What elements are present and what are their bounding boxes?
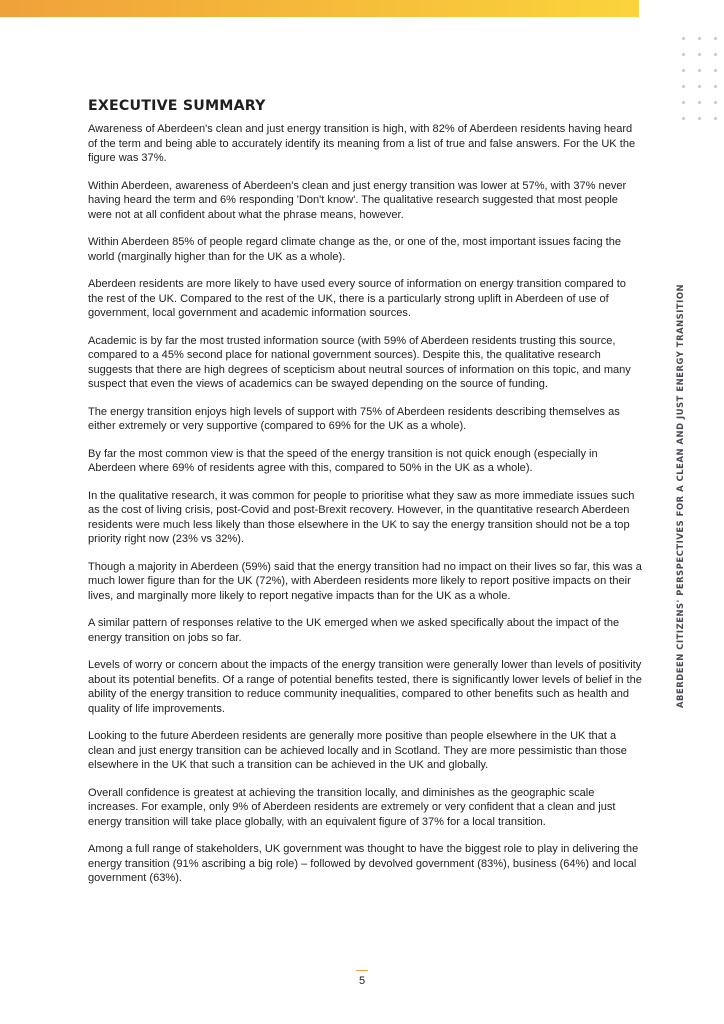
summary-paragraph-9: Though a majority in Aberdeen (59%) said that the energy transition had no impact on their lives so far, this was a much lower figure than for the UK (72%), with Aberdeen residents more likely to report positive impacts on their lives, and marginally more likely to report negative impacts than for the UK as a whole.: [88, 560, 642, 602]
summary-paragraph-11: Levels of worry or concern about the impacts of the energy transition were generally lower than levels of positivity about its potential benefits. Of a range of potential benefits tested, there is significantly lower levels of belief in the ability of the energy transition to reduce community inequalities, compared to other benefits such as health and quality of life improvements.: [88, 659, 642, 715]
vertical-document-title: ABERDEEN CITIZENS' PERSPECTIVES FOR A CLEAN AND JUST ENERGY TRANSITION: [675, 283, 685, 708]
summary-paragraph-2: Within Aberdeen, awareness of Aberdeen's clean and just energy transition was lower at 57%, with 37% never having heard the term and 6% responding 'Don't know'. The qualitative research suggested that most people were not at all confident about what the phrase means, however.: [88, 179, 627, 221]
summary-paragraph-6: The energy transition enjoys high levels of support with 75% of Aberdeen residents describing themselves as either extremely or very supportive (compared to 69% for the UK as a whole).: [88, 405, 620, 432]
page-number-accent: [356, 970, 368, 971]
summary-paragraph-1: Awareness of Aberdeen's clean and just energy transition is high, with 82% of Aberdeen residents having heard of the term and being able to accurately identify its meaning from a list of true and false answers. For the UK the figure was 37%.: [88, 123, 636, 164]
summary-paragraph-12: Looking to the future Aberdeen residents are generally more positive than people elsewhere in the UK that a clean and just energy transition can be achieved locally and in Scotland. They are more pessimistic than those elsewhere in the UK that such a transition can be achieved in the UK and globally.: [88, 730, 627, 771]
page-number: 5: [358, 975, 366, 987]
summary-paragraph-5: Academic is by far the most trusted information source (with 59% of Aberdeen residents trusting this source, compared to a 45% second place for national government sources). Despite this, the qualitative research suggests that there are high degrees of scepticism about neutral sources of information on this topic, and many suspect that even the views of academics can be swayed depending on the source of funding.: [88, 334, 631, 390]
section-heading: EXECUTIVE SUMMARY: [88, 98, 266, 114]
summary-paragraph-14: Among a full range of stakeholders, UK government was thought to have the biggest role to play in delivering the energy transition (91% ascribing a big role) – followed by devolved government (83%), business (64%) and local government (63%).: [88, 843, 639, 884]
header-accent-bar: [0, 0, 639, 17]
summary-paragraph-8: In the qualitative research, it was common for people to prioritise what they saw as more immediate issues such as the cost of living crisis, post-Covid and post-Brexit recovery. However, in the quantitative research Aberdeen residents were much less likely than those elsewhere in the UK to say the energy transition should not be a top priority right now (23% vs 32%).: [88, 489, 635, 545]
summary-paragraph-10: A similar pattern of responses relative to the UK emerged when we asked specifically about the impact of the energy transition on jobs so far.: [88, 617, 620, 644]
summary-paragraph-7: By far the most common view is that the speed of the energy transition is not quick enough (especially in Aberdeen where 69% of residents agree with this, compared to 50% in the UK as a whole).: [88, 447, 598, 474]
decorative-dot-grid: [682, 37, 722, 123]
summary-paragraph-3: Within Aberdeen 85% of people regard climate change as the, or one of the, most important issues facing the world (marginally higher than for the UK as a whole).: [88, 236, 622, 263]
summary-paragraph-4: Aberdeen residents are more likely to have used every source of information on energy transition compared to the rest of the UK. Compared to the rest of the UK, there is a particularly strong uplift in Aberdeen of use of government, local government and academic information sources.: [88, 278, 626, 319]
executive-summary-section: [88, 97, 643, 899]
summary-paragraph-13: Overall confidence is greatest at achieving the transition locally, and diminishes as the geographic scale increases. For example, only 9% of Aberdeen residents are extremely or very confident that a clean and just energy transition will take place globally, with an equivalent figure of 37% for a local transition.: [88, 786, 616, 828]
